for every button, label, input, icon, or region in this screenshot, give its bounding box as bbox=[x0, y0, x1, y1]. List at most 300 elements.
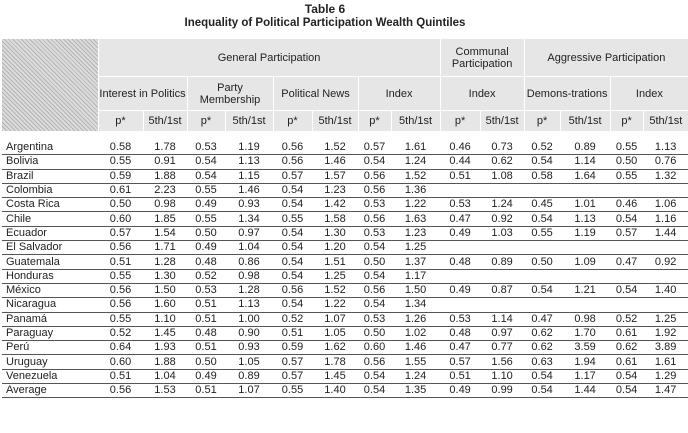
value-cell: 0.56 bbox=[98, 241, 143, 255]
value-cell: 1.46 bbox=[312, 155, 358, 169]
country-cell: Venezuela bbox=[2, 369, 98, 383]
value-cell: 1.24 bbox=[391, 155, 440, 169]
value-cell: 0.62 bbox=[524, 341, 560, 355]
col-header-p: p* bbox=[440, 111, 480, 132]
value-cell: 1.17 bbox=[391, 269, 440, 283]
value-cell: 1.52 bbox=[312, 141, 358, 155]
country-cell: Nicaragua bbox=[2, 298, 98, 312]
country-cell: Perú bbox=[2, 341, 98, 355]
value-cell bbox=[480, 183, 524, 197]
value-cell: 3.59 bbox=[560, 341, 610, 355]
value-cell bbox=[524, 269, 560, 283]
value-cell: 1.24 bbox=[480, 198, 524, 212]
value-cell: 0.55 bbox=[524, 226, 560, 240]
value-cell: 0.47 bbox=[524, 312, 560, 326]
value-cell: 1.30 bbox=[312, 226, 358, 240]
table-row bbox=[2, 312, 688, 326]
col-header-ratio: 5th/1st bbox=[143, 111, 187, 132]
value-cell: 0.51 bbox=[187, 298, 225, 312]
subheader-party: Party Membership bbox=[187, 77, 273, 111]
value-cell: 0.90 bbox=[225, 326, 273, 340]
col-header-ratio: 5th/1st bbox=[560, 111, 610, 132]
value-cell: 1.28 bbox=[225, 283, 273, 297]
value-cell: 0.62 bbox=[524, 326, 560, 340]
value-cell: 3.89 bbox=[643, 341, 688, 355]
value-cell: 0.49 bbox=[187, 241, 225, 255]
value-cell: 0.58 bbox=[524, 169, 560, 183]
value-cell: 0.52 bbox=[98, 326, 143, 340]
value-cell: 1.64 bbox=[560, 169, 610, 183]
value-cell: 0.54 bbox=[524, 283, 560, 297]
value-cell: 0.46 bbox=[610, 198, 643, 212]
value-cell: 1.34 bbox=[225, 212, 273, 226]
value-cell: 1.23 bbox=[391, 226, 440, 240]
country-cell: Brazil bbox=[2, 169, 98, 183]
col-header-ratio: 5th/1st bbox=[312, 111, 358, 132]
table-row bbox=[2, 341, 688, 355]
value-cell: 1.52 bbox=[312, 283, 358, 297]
subheader-communal-index: Index bbox=[440, 77, 524, 111]
table-row bbox=[2, 283, 688, 297]
value-cell: 0.55 bbox=[273, 384, 312, 398]
value-cell: 0.59 bbox=[98, 169, 143, 183]
value-cell: 0.54 bbox=[187, 155, 225, 169]
value-cell: 0.62 bbox=[610, 341, 643, 355]
subheader-news: Political News bbox=[273, 77, 358, 111]
value-cell: 0.92 bbox=[480, 212, 524, 226]
value-cell: 1.01 bbox=[560, 198, 610, 212]
value-cell: 1.78 bbox=[143, 141, 187, 155]
value-cell: 0.57 bbox=[440, 355, 480, 369]
country-cell: Bolivia bbox=[2, 155, 98, 169]
table-row bbox=[2, 255, 688, 269]
value-cell: 0.48 bbox=[440, 255, 480, 269]
value-cell: 1.85 bbox=[143, 212, 187, 226]
value-cell: 0.55 bbox=[98, 312, 143, 326]
value-cell: 0.54 bbox=[358, 269, 391, 283]
value-cell: 1.10 bbox=[143, 312, 187, 326]
value-cell: 0.54 bbox=[273, 269, 312, 283]
col-header-p: p* bbox=[358, 111, 391, 132]
value-cell: 1.21 bbox=[560, 283, 610, 297]
value-cell: 0.57 bbox=[273, 355, 312, 369]
group-header-aggressive: Aggressive Participation bbox=[524, 39, 688, 77]
value-cell: 1.92 bbox=[643, 326, 688, 340]
value-cell: 0.54 bbox=[187, 169, 225, 183]
value-cell: 1.47 bbox=[643, 384, 688, 398]
value-cell: 1.26 bbox=[391, 312, 440, 326]
value-cell: 1.10 bbox=[480, 369, 524, 383]
value-cell bbox=[524, 298, 560, 312]
value-cell: 0.89 bbox=[225, 369, 273, 383]
value-cell: 0.56 bbox=[358, 283, 391, 297]
value-cell: 1.54 bbox=[143, 226, 187, 240]
value-cell: 0.56 bbox=[273, 283, 312, 297]
value-cell: 0.51 bbox=[98, 369, 143, 383]
value-cell: 1.05 bbox=[312, 326, 358, 340]
value-cell: 1.04 bbox=[143, 369, 187, 383]
value-cell: 1.60 bbox=[143, 298, 187, 312]
value-cell: 0.54 bbox=[610, 283, 643, 297]
value-cell bbox=[480, 241, 524, 255]
value-cell: 1.42 bbox=[312, 198, 358, 212]
value-cell: 1.05 bbox=[225, 355, 273, 369]
value-cell: 0.50 bbox=[358, 255, 391, 269]
value-cell: 1.30 bbox=[143, 269, 187, 283]
value-cell: 0.56 bbox=[273, 155, 312, 169]
value-cell: 0.54 bbox=[273, 183, 312, 197]
value-cell: 0.51 bbox=[98, 255, 143, 269]
table-row bbox=[2, 355, 688, 369]
value-cell: 1.45 bbox=[143, 326, 187, 340]
value-cell: 0.51 bbox=[187, 341, 225, 355]
value-cell: 0.57 bbox=[98, 226, 143, 240]
value-cell: 1.93 bbox=[143, 341, 187, 355]
value-cell: 0.54 bbox=[610, 384, 643, 398]
table-row bbox=[2, 141, 688, 155]
value-cell: 0.56 bbox=[98, 298, 143, 312]
value-cell: 0.54 bbox=[524, 212, 560, 226]
value-cell: 0.54 bbox=[358, 369, 391, 383]
value-cell: 0.49 bbox=[440, 283, 480, 297]
value-cell: 0.53 bbox=[358, 198, 391, 212]
value-cell: 0.56 bbox=[358, 212, 391, 226]
value-cell bbox=[560, 269, 610, 283]
value-cell: 0.86 bbox=[225, 255, 273, 269]
value-cell: 1.44 bbox=[643, 226, 688, 240]
value-cell: 0.73 bbox=[480, 141, 524, 155]
value-cell bbox=[440, 241, 480, 255]
table-row bbox=[2, 384, 688, 398]
value-cell bbox=[643, 269, 688, 283]
value-cell: 0.51 bbox=[440, 169, 480, 183]
value-cell: 0.63 bbox=[524, 355, 560, 369]
value-cell: 0.54 bbox=[524, 384, 560, 398]
value-cell: 1.25 bbox=[391, 241, 440, 255]
value-cell: 0.57 bbox=[273, 369, 312, 383]
value-cell: 0.57 bbox=[358, 141, 391, 155]
value-cell bbox=[610, 183, 643, 197]
value-cell: 1.37 bbox=[391, 255, 440, 269]
col-header-p: p* bbox=[187, 111, 225, 132]
value-cell: 1.03 bbox=[480, 226, 524, 240]
value-cell bbox=[524, 241, 560, 255]
value-cell: 0.49 bbox=[440, 226, 480, 240]
value-cell: 0.51 bbox=[187, 384, 225, 398]
table-title: Inequality of Political Participation Wealth Quintiles bbox=[184, 17, 466, 29]
value-cell: 0.50 bbox=[358, 326, 391, 340]
value-cell: 0.89 bbox=[560, 141, 610, 155]
value-cell: 1.51 bbox=[312, 255, 358, 269]
value-cell: 0.60 bbox=[358, 341, 391, 355]
table-row bbox=[2, 212, 688, 226]
value-cell: 1.25 bbox=[312, 269, 358, 283]
country-cell: Costa Rica bbox=[2, 198, 98, 212]
value-cell bbox=[440, 269, 480, 283]
value-cell: 1.56 bbox=[480, 355, 524, 369]
value-cell: 1.63 bbox=[391, 212, 440, 226]
value-cell: 0.54 bbox=[524, 155, 560, 169]
value-cell: 0.54 bbox=[273, 255, 312, 269]
value-cell: 0.51 bbox=[440, 369, 480, 383]
table-row bbox=[2, 169, 688, 183]
value-cell: 1.88 bbox=[143, 355, 187, 369]
value-cell: 0.54 bbox=[358, 298, 391, 312]
table-row bbox=[2, 326, 688, 340]
value-cell: 0.55 bbox=[273, 212, 312, 226]
col-header-ratio: 5th/1st bbox=[480, 111, 524, 132]
value-cell: 0.52 bbox=[273, 312, 312, 326]
value-cell: 0.77 bbox=[480, 341, 524, 355]
value-cell: 1.22 bbox=[391, 198, 440, 212]
table-row bbox=[2, 241, 688, 255]
value-cell: 0.60 bbox=[98, 355, 143, 369]
value-cell: 0.56 bbox=[98, 384, 143, 398]
value-cell: 0.51 bbox=[273, 326, 312, 340]
value-cell: 1.50 bbox=[143, 283, 187, 297]
value-cell: 0.60 bbox=[98, 212, 143, 226]
value-cell: 0.53 bbox=[440, 198, 480, 212]
value-cell: 0.52 bbox=[524, 141, 560, 155]
value-cell: 1.19 bbox=[560, 226, 610, 240]
value-cell: 1.19 bbox=[225, 141, 273, 155]
value-cell: 0.54 bbox=[273, 198, 312, 212]
subheader-interest: Interest in Politics bbox=[98, 77, 187, 111]
value-cell: 1.44 bbox=[560, 384, 610, 398]
value-cell: 1.08 bbox=[480, 169, 524, 183]
value-cell: 0.53 bbox=[187, 283, 225, 297]
value-cell: 0.53 bbox=[187, 141, 225, 155]
col-header-p: p* bbox=[610, 111, 643, 132]
value-cell: 0.55 bbox=[610, 141, 643, 155]
value-cell: 1.45 bbox=[312, 369, 358, 383]
value-cell bbox=[610, 269, 643, 283]
value-cell: 0.54 bbox=[610, 212, 643, 226]
value-cell: 0.99 bbox=[480, 384, 524, 398]
value-cell: 0.97 bbox=[480, 326, 524, 340]
table-titles bbox=[0, 2, 650, 30]
value-cell: 0.53 bbox=[440, 312, 480, 326]
value-cell: 0.56 bbox=[273, 141, 312, 155]
country-cell: Argentina bbox=[2, 141, 98, 155]
value-cell: 0.46 bbox=[440, 141, 480, 155]
value-cell: 1.36 bbox=[391, 183, 440, 197]
value-cell: 0.48 bbox=[187, 326, 225, 340]
country-cell: Chile bbox=[2, 212, 98, 226]
value-cell: 0.56 bbox=[358, 169, 391, 183]
value-cell: 1.14 bbox=[480, 312, 524, 326]
value-cell: 0.64 bbox=[98, 341, 143, 355]
country-cell: Uruguay bbox=[2, 355, 98, 369]
value-cell: 1.28 bbox=[143, 255, 187, 269]
value-cell: 0.56 bbox=[358, 355, 391, 369]
value-cell: 0.50 bbox=[610, 155, 643, 169]
value-cell: 1.55 bbox=[391, 355, 440, 369]
value-cell bbox=[643, 183, 688, 197]
subheader-general-index: Index bbox=[358, 77, 440, 111]
value-cell: 0.47 bbox=[610, 255, 643, 269]
value-cell bbox=[480, 298, 524, 312]
value-cell: 0.54 bbox=[273, 298, 312, 312]
value-cell: 0.52 bbox=[610, 312, 643, 326]
value-cell: 1.02 bbox=[391, 326, 440, 340]
value-cell bbox=[440, 183, 480, 197]
value-cell: 1.13 bbox=[225, 298, 273, 312]
value-cell: 1.46 bbox=[225, 183, 273, 197]
value-cell: 0.49 bbox=[187, 198, 225, 212]
value-cell: 0.54 bbox=[273, 241, 312, 255]
value-cell: 0.91 bbox=[143, 155, 187, 169]
value-cell: 0.53 bbox=[358, 312, 391, 326]
value-cell: 1.00 bbox=[225, 312, 273, 326]
value-cell: 0.54 bbox=[358, 241, 391, 255]
value-cell: 1.13 bbox=[225, 155, 273, 169]
table-row bbox=[2, 183, 688, 197]
value-cell: 1.58 bbox=[312, 212, 358, 226]
table-row bbox=[2, 226, 688, 240]
value-cell bbox=[524, 183, 560, 197]
value-cell: 1.07 bbox=[312, 312, 358, 326]
value-cell: 1.57 bbox=[312, 169, 358, 183]
value-cell: 0.97 bbox=[225, 226, 273, 240]
value-cell bbox=[560, 183, 610, 197]
value-cell: 1.46 bbox=[391, 341, 440, 355]
value-cell: 0.55 bbox=[187, 183, 225, 197]
value-cell: 1.88 bbox=[143, 169, 187, 183]
value-cell: 1.61 bbox=[391, 141, 440, 155]
value-cell: 0.56 bbox=[358, 183, 391, 197]
value-cell: 0.61 bbox=[610, 326, 643, 340]
value-cell: 0.92 bbox=[643, 255, 688, 269]
value-cell: 0.54 bbox=[524, 369, 560, 383]
value-cell bbox=[560, 241, 610, 255]
value-cell: 1.40 bbox=[312, 384, 358, 398]
value-cell: 1.29 bbox=[643, 369, 688, 383]
value-cell: 1.25 bbox=[643, 312, 688, 326]
value-cell: 0.50 bbox=[98, 198, 143, 212]
value-cell: 0.54 bbox=[358, 384, 391, 398]
value-cell: 0.45 bbox=[524, 198, 560, 212]
value-cell: 1.13 bbox=[560, 212, 610, 226]
value-cell: 1.15 bbox=[225, 169, 273, 183]
value-cell: 0.49 bbox=[187, 369, 225, 383]
value-cell: 0.98 bbox=[225, 269, 273, 283]
value-cell: 0.76 bbox=[643, 155, 688, 169]
value-cell: 1.71 bbox=[143, 241, 187, 255]
value-cell: 0.54 bbox=[358, 155, 391, 169]
value-cell: 1.13 bbox=[643, 141, 688, 155]
value-cell: 0.89 bbox=[480, 255, 524, 269]
subheader-aggressive-index: Index bbox=[610, 77, 688, 111]
col-header-ratio: 5th/1st bbox=[391, 111, 440, 132]
value-cell: 1.09 bbox=[560, 255, 610, 269]
table-row bbox=[2, 269, 688, 283]
value-cell bbox=[610, 241, 643, 255]
value-cell: 0.59 bbox=[273, 341, 312, 355]
value-cell: 0.58 bbox=[98, 141, 143, 155]
value-cell: 0.50 bbox=[187, 355, 225, 369]
table-row bbox=[2, 155, 688, 169]
value-cell: 0.98 bbox=[560, 312, 610, 326]
value-cell: 0.61 bbox=[98, 183, 143, 197]
corner-hatch bbox=[2, 39, 98, 132]
country-cell: Guatemala bbox=[2, 255, 98, 269]
value-cell: 1.94 bbox=[560, 355, 610, 369]
participation-table bbox=[2, 38, 688, 398]
value-cell: 1.35 bbox=[391, 384, 440, 398]
country-cell: México bbox=[2, 283, 98, 297]
value-cell: 1.20 bbox=[312, 241, 358, 255]
value-cell: 1.17 bbox=[560, 369, 610, 383]
table-row bbox=[2, 369, 688, 383]
value-cell: 0.93 bbox=[225, 341, 273, 355]
value-cell: 0.48 bbox=[187, 255, 225, 269]
value-cell: 1.07 bbox=[225, 384, 273, 398]
country-cell: Honduras bbox=[2, 269, 98, 283]
value-cell: 0.50 bbox=[187, 226, 225, 240]
value-cell: 0.57 bbox=[273, 169, 312, 183]
country-cell: Panamá bbox=[2, 312, 98, 326]
value-cell: 0.55 bbox=[187, 212, 225, 226]
value-cell: 0.53 bbox=[358, 226, 391, 240]
value-cell: 0.57 bbox=[610, 226, 643, 240]
country-cell: Colombia bbox=[2, 183, 98, 197]
country-cell: El Salvador bbox=[2, 241, 98, 255]
value-cell bbox=[610, 298, 643, 312]
country-cell: Paraguay bbox=[2, 326, 98, 340]
col-header-p: p* bbox=[273, 111, 312, 132]
value-cell: 0.50 bbox=[524, 255, 560, 269]
value-cell: 1.04 bbox=[225, 241, 273, 255]
value-cell: 1.32 bbox=[643, 169, 688, 183]
value-cell: 0.93 bbox=[225, 198, 273, 212]
value-cell bbox=[643, 298, 688, 312]
country-cell: Average bbox=[2, 384, 98, 398]
value-cell: 0.54 bbox=[610, 369, 643, 383]
value-cell: 2.23 bbox=[143, 183, 187, 197]
value-cell: 0.48 bbox=[440, 326, 480, 340]
value-cell: 0.52 bbox=[187, 269, 225, 283]
col-header-ratio: 5th/1st bbox=[225, 111, 273, 132]
value-cell: 0.54 bbox=[273, 226, 312, 240]
value-cell: 0.87 bbox=[480, 283, 524, 297]
value-cell: 0.98 bbox=[143, 198, 187, 212]
value-cell: 1.50 bbox=[391, 283, 440, 297]
value-cell: 0.62 bbox=[480, 155, 524, 169]
col-header-p: p* bbox=[524, 111, 560, 132]
table-row bbox=[2, 298, 688, 312]
value-cell: 0.55 bbox=[98, 155, 143, 169]
value-cell: 1.40 bbox=[643, 283, 688, 297]
value-cell: 1.16 bbox=[643, 212, 688, 226]
value-cell: 1.61 bbox=[643, 355, 688, 369]
value-cell bbox=[480, 269, 524, 283]
value-cell: 1.34 bbox=[391, 298, 440, 312]
col-header-p: p* bbox=[98, 111, 143, 132]
value-cell: 0.61 bbox=[610, 355, 643, 369]
value-cell: 0.47 bbox=[440, 341, 480, 355]
value-cell: 1.06 bbox=[643, 198, 688, 212]
value-cell: 1.70 bbox=[560, 326, 610, 340]
value-cell: 1.22 bbox=[312, 298, 358, 312]
country-cell: Ecuador bbox=[2, 226, 98, 240]
value-cell: 0.44 bbox=[440, 155, 480, 169]
value-cell bbox=[643, 241, 688, 255]
value-cell: 1.14 bbox=[560, 155, 610, 169]
value-cell: 1.52 bbox=[391, 169, 440, 183]
group-header-communal: Communal Participation bbox=[440, 39, 524, 77]
value-cell: 0.56 bbox=[98, 283, 143, 297]
